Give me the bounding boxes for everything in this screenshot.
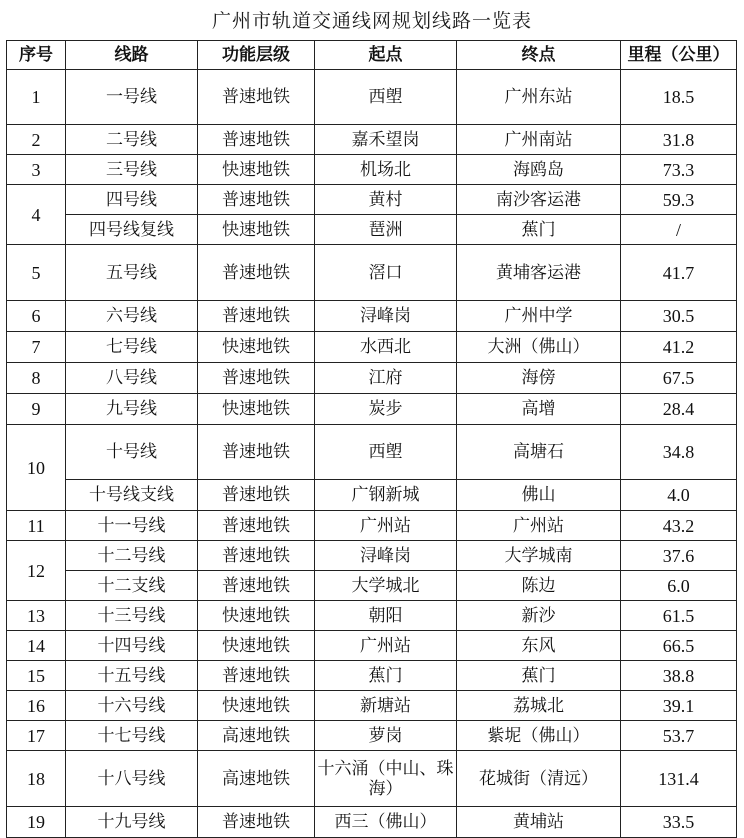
row-start: 黄村 (315, 185, 457, 215)
row-level: 普速地铁 (198, 185, 315, 215)
header-length: 里程（公里） (621, 41, 737, 70)
table-row (7, 425, 737, 480)
row-line: 九号线 (66, 394, 198, 425)
row-length: 34.8 (621, 425, 737, 480)
row-length: 41.2 (621, 332, 737, 363)
row-level: 普速地铁 (198, 571, 315, 601)
row-length: / (621, 215, 737, 245)
table-row (7, 70, 737, 125)
row-no: 10 (7, 425, 66, 511)
row-no: 1 (7, 70, 66, 125)
row-line: 十三号线 (66, 601, 198, 631)
table-row (7, 332, 737, 363)
table-row (7, 571, 737, 601)
row-line: 十号线 (66, 425, 198, 480)
row-start: 西塱 (315, 425, 457, 480)
table-row (7, 155, 737, 185)
row-length: 59.3 (621, 185, 737, 215)
row-end: 高增 (457, 394, 621, 425)
row-no: 5 (7, 245, 66, 301)
table-row (7, 185, 737, 215)
row-level: 普速地铁 (198, 245, 315, 301)
row-length: 6.0 (621, 571, 737, 601)
table-row (7, 631, 737, 661)
row-start: 朝阳 (315, 601, 457, 631)
row-start: 水西北 (315, 332, 457, 363)
row-length: 4.0 (621, 480, 737, 511)
row-end: 佛山 (457, 480, 621, 511)
row-length: 53.7 (621, 721, 737, 751)
row-line: 三号线 (66, 155, 198, 185)
row-line: 十号线支线 (66, 480, 198, 511)
row-line: 十二支线 (66, 571, 198, 601)
row-line: 二号线 (66, 125, 198, 155)
row-end: 花城街（清远） (457, 751, 621, 807)
row-no: 17 (7, 721, 66, 751)
row-start: 蕉门 (315, 661, 457, 691)
row-start: 西塱 (315, 70, 457, 125)
header-level: 功能层级 (198, 41, 315, 70)
row-end: 蕉门 (457, 215, 621, 245)
row-level: 高速地铁 (198, 751, 315, 807)
row-start: 广州站 (315, 511, 457, 541)
row-no: 15 (7, 661, 66, 691)
row-length: 28.4 (621, 394, 737, 425)
row-start: 十六涌（中山、珠海） (315, 751, 457, 807)
row-start: 机场北 (315, 155, 457, 185)
row-end: 东风 (457, 631, 621, 661)
row-length: 33.5 (621, 807, 737, 838)
row-no: 16 (7, 691, 66, 721)
row-level: 快速地铁 (198, 631, 315, 661)
row-level: 普速地铁 (198, 125, 315, 155)
route-table (6, 40, 737, 838)
table-row (7, 751, 737, 807)
row-line: 四号线复线 (66, 215, 198, 245)
table-row (7, 301, 737, 332)
table-row (7, 511, 737, 541)
row-line: 七号线 (66, 332, 198, 363)
table-row (7, 661, 737, 691)
row-line: 十四号线 (66, 631, 198, 661)
row-start: 嘉禾望岗 (315, 125, 457, 155)
row-no: 3 (7, 155, 66, 185)
header-start: 起点 (315, 41, 457, 70)
row-length: 38.8 (621, 661, 737, 691)
row-no: 8 (7, 363, 66, 394)
row-line: 六号线 (66, 301, 198, 332)
row-start: 滘口 (315, 245, 457, 301)
row-level: 普速地铁 (198, 301, 315, 332)
row-start: 萝岗 (315, 721, 457, 751)
row-level: 普速地铁 (198, 425, 315, 480)
row-level: 快速地铁 (198, 601, 315, 631)
table-row (7, 691, 737, 721)
table-row (7, 601, 737, 631)
row-line: 十五号线 (66, 661, 198, 691)
row-level: 普速地铁 (198, 480, 315, 511)
row-start: 新塘站 (315, 691, 457, 721)
table-row (7, 480, 737, 511)
row-no: 13 (7, 601, 66, 631)
row-start: 琶洲 (315, 215, 457, 245)
row-end: 大学城南 (457, 541, 621, 571)
row-no: 9 (7, 394, 66, 425)
row-level: 快速地铁 (198, 215, 315, 245)
row-length: 18.5 (621, 70, 737, 125)
row-start: 大学城北 (315, 571, 457, 601)
row-length: 67.5 (621, 363, 737, 394)
row-start: 江府 (315, 363, 457, 394)
row-level: 快速地铁 (198, 155, 315, 185)
table-row (7, 394, 737, 425)
row-no: 11 (7, 511, 66, 541)
table-row (7, 363, 737, 394)
row-length: 41.7 (621, 245, 737, 301)
row-length: 131.4 (621, 751, 737, 807)
row-level: 高速地铁 (198, 721, 315, 751)
row-end: 黄埔站 (457, 807, 621, 838)
row-end: 海鸥岛 (457, 155, 621, 185)
row-end: 蕉门 (457, 661, 621, 691)
row-line: 十八号线 (66, 751, 198, 807)
row-end: 荔城北 (457, 691, 621, 721)
row-no: 7 (7, 332, 66, 363)
row-level: 快速地铁 (198, 691, 315, 721)
row-no: 19 (7, 807, 66, 838)
row-end: 黄埔客运港 (457, 245, 621, 301)
row-line: 一号线 (66, 70, 198, 125)
row-end: 新沙 (457, 601, 621, 631)
row-length: 66.5 (621, 631, 737, 661)
row-level: 普速地铁 (198, 70, 315, 125)
row-line: 十七号线 (66, 721, 198, 751)
row-start: 浔峰岗 (315, 301, 457, 332)
header-line: 线路 (66, 41, 198, 70)
row-start: 炭步 (315, 394, 457, 425)
row-end: 广州东站 (457, 70, 621, 125)
row-length: 30.5 (621, 301, 737, 332)
row-line: 十九号线 (66, 807, 198, 838)
row-level: 快速地铁 (198, 394, 315, 425)
row-level: 普速地铁 (198, 511, 315, 541)
table-row (7, 215, 737, 245)
row-end: 陈边 (457, 571, 621, 601)
row-level: 普速地铁 (198, 363, 315, 394)
row-level: 快速地铁 (198, 332, 315, 363)
row-line: 十六号线 (66, 691, 198, 721)
table-row (7, 245, 737, 301)
row-line: 十二号线 (66, 541, 198, 571)
row-length: 43.2 (621, 511, 737, 541)
row-end: 广州中学 (457, 301, 621, 332)
row-length: 31.8 (621, 125, 737, 155)
row-line: 八号线 (66, 363, 198, 394)
row-length: 39.1 (621, 691, 737, 721)
table-row (7, 721, 737, 751)
row-start: 西三（佛山） (315, 807, 457, 838)
table-title: 广州市轨道交通线网规划线路一览表 (211, 10, 532, 32)
row-length: 73.3 (621, 155, 737, 185)
row-end: 广州南站 (457, 125, 621, 155)
row-no: 18 (7, 751, 66, 807)
row-no: 6 (7, 301, 66, 332)
row-line: 五号线 (66, 245, 198, 301)
row-no: 4 (7, 185, 66, 245)
row-end: 高塘石 (457, 425, 621, 480)
row-no: 14 (7, 631, 66, 661)
row-length: 61.5 (621, 601, 737, 631)
row-start: 广州站 (315, 631, 457, 661)
row-end: 南沙客运港 (457, 185, 621, 215)
row-level: 普速地铁 (198, 661, 315, 691)
row-line: 十一号线 (66, 511, 198, 541)
row-line: 四号线 (66, 185, 198, 215)
row-length: 37.6 (621, 541, 737, 571)
row-start: 浔峰岗 (315, 541, 457, 571)
table-row (7, 541, 737, 571)
row-no: 2 (7, 125, 66, 155)
row-end: 海傍 (457, 363, 621, 394)
table-row (7, 125, 737, 155)
row-level: 普速地铁 (198, 541, 315, 571)
row-end: 紫坭（佛山） (457, 721, 621, 751)
row-no: 12 (7, 541, 66, 601)
row-level: 普速地铁 (198, 807, 315, 838)
table-row (7, 807, 737, 838)
row-end: 大洲（佛山） (457, 332, 621, 363)
header-end: 终点 (457, 41, 621, 70)
row-end: 广州站 (457, 511, 621, 541)
header-row (7, 41, 737, 70)
header-no: 序号 (7, 41, 66, 70)
row-start: 广钢新城 (315, 480, 457, 511)
